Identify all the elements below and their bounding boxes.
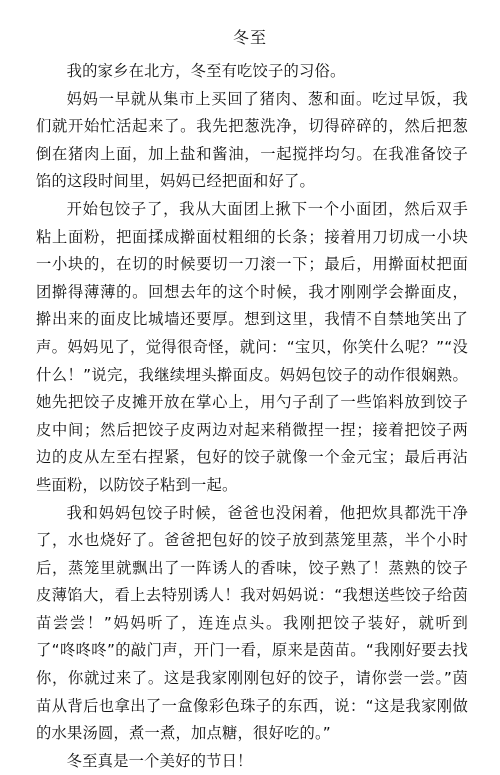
document-title: 冬至: [232, 28, 267, 47]
paragraph-cooking-and-sharing: 我和妈妈包饺子时候，爸爸也没闲着，他把炊具都洗干净了，水也烧好了。爸爸把包好的饺子放到蒸笼里蒸，半个小时后，蒸笼里就飘出了一阵诱人的香味，饺子熟了！蒸熟的饺子皮薄馅大，看上去特别诱人！我对妈妈说：“我想送些饺子给茵苗尝尝！”妈妈听了，连连点头。我刚把饺子装好，就听到了“咚咚咚”的敲门声，开门一看，原来是茵苗。“我刚好要去找你，你就过来了。这是我家刚刚包好的饺子，请你尝一尝。”茵苗从背后也拿出了一盒像彩色珠子的东西，说：“这是我家刚做的水果汤圆，煮一煮，加点糖，很好吃的。”: [36, 503, 468, 743]
paragraph-conclusion: 冬至真是一个美好的节日！: [66, 751, 253, 770]
paragraph-preparation: 妈妈一早就从集市上买回了猪肉、葱和面。吃过早饭，我们就开始忙活起来了。我先把葱洗净，切得碎碎的，然后把葱倒在猪肉上面，加上盐和酱油，一起搅拌均匀。在我准备饺子馅的这段时间里，妈妈已经把面和好了。: [36, 89, 468, 191]
paragraph-intro: 我的家乡在北方，冬至有吃饺子的习俗。: [66, 62, 346, 80]
document-body: [36, 58, 468, 775]
paragraph-making-dumplings: 开始包饺子了，我从大面团上揪下一个小面团，然后双手粘上面粉，把面揉成擀面杖粗细的长条；接着用刀切成一小块一小块的，在切的时候要切一刀滚一下；最后，用擀面杖把面团擀得薄薄的。回想去年的这个时候，我才刚刚学会擀面皮，擀出来的面皮比城墙还要厚。想到这里，我情不自禁地笑出了声。妈妈见了，觉得很奇怪，就问：“宝贝，你笑什么呢？”“没什么！”说完，我继续埋头擀面皮。妈妈包饺子的动作很娴熟。她先把饺子皮摊开放在掌心上，用勺子刮了一些馅料放到饺子皮中间；然后把饺子皮两边对起来稍微捏一捏；接着把饺子两边的皮从左至右捏紧，包好的饺子就像一个金元宝；最后再沾些面粉，以防饺子粘到一起。: [36, 199, 468, 494]
